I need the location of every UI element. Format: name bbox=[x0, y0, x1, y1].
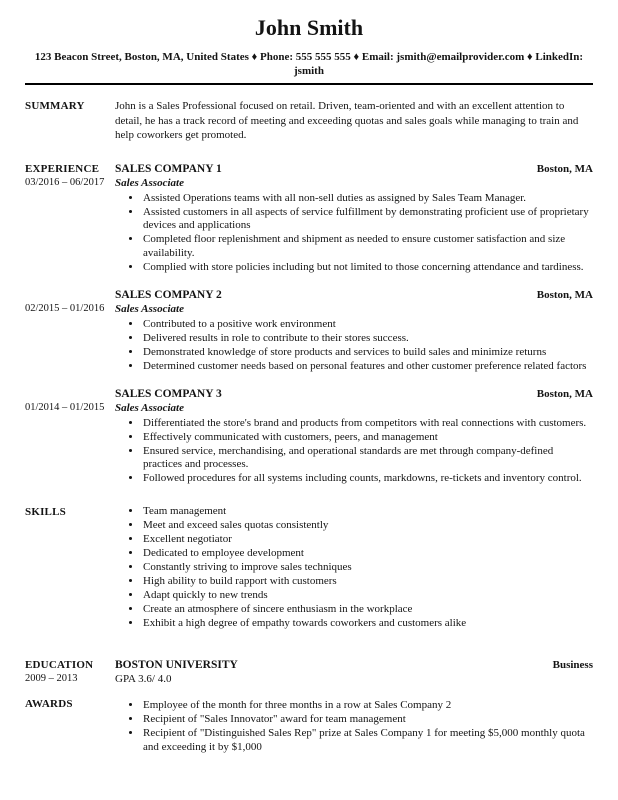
job-title: Sales Associate bbox=[115, 401, 184, 414]
summary-body bbox=[115, 99, 593, 143]
experience-entry-body bbox=[115, 387, 593, 487]
experience-entry-left bbox=[25, 387, 115, 415]
award-item: • Recipient of "Distinguished Sales Rep" prize at Sales Company 1 for meeting $5,000 monthly quota and exceeding it by $1,000 bbox=[142, 727, 593, 754]
experience-bullet: • Effectively communicated with customers, peers, and management bbox=[142, 431, 593, 445]
experience-dates: 03/2016 – 06/2017 bbox=[25, 176, 105, 188]
skill-item: • Meet and exceed sales quotas consistently bbox=[142, 519, 593, 533]
experience-entry-body bbox=[115, 288, 593, 374]
company-name: SALES COMPANY 3 bbox=[115, 387, 222, 400]
awards-body bbox=[115, 697, 593, 755]
person-name: John Smith bbox=[254, 15, 364, 40]
summary-left-column bbox=[25, 99, 115, 113]
left-column-spacer bbox=[25, 387, 111, 401]
summary-label: SUMMARY bbox=[25, 100, 85, 112]
summary-section bbox=[25, 99, 593, 143]
experience-bullet: • Completed floor replenishment and shipment as needed to ensure customer satisfaction and size availability. bbox=[142, 233, 593, 260]
school-name: BOSTON UNIVERSITY bbox=[115, 659, 238, 671]
award-item: • Recipient of "Sales Innovator" award for team management bbox=[142, 713, 593, 727]
awards-label: AWARDS bbox=[25, 698, 73, 710]
study-field: Business bbox=[552, 659, 593, 671]
experience-bullet: • Complied with store policies including but not limited to those concerning attendance and tardiness. bbox=[142, 261, 593, 275]
education-section bbox=[25, 658, 593, 686]
experience-dates: 01/2014 – 01/2015 bbox=[25, 401, 105, 413]
education-header bbox=[115, 658, 593, 672]
company-location: Boston, MA bbox=[536, 387, 593, 400]
education-label: EDUCATION bbox=[25, 659, 94, 671]
job-title: Sales Associate bbox=[115, 176, 184, 189]
experience-entry bbox=[25, 162, 593, 275]
experience-bullet: • Delivered results in role to contribute to their stores success. bbox=[142, 332, 593, 346]
job-title: Sales Associate bbox=[115, 302, 184, 315]
awards-bullet-list bbox=[115, 699, 593, 754]
contact-info bbox=[25, 50, 593, 78]
skills-left-column bbox=[25, 505, 115, 519]
contact-line-2: jsmith bbox=[294, 65, 324, 77]
experience-bullet: • Assisted customers in all aspects of service fulfillment by demonstrating proficient use of proprietary devices and applications bbox=[142, 206, 593, 233]
experience-bullet: • Determined customer needs based on personal features and other customer preference related factors bbox=[142, 360, 593, 374]
skills-bullet-list bbox=[115, 505, 593, 631]
award-item: • Employee of the month for three months in a row at Sales Company 2 bbox=[142, 699, 593, 713]
skill-item: • Team management bbox=[142, 505, 593, 519]
education-left-column bbox=[25, 658, 115, 686]
skill-item: • Exhibit a high degree of empathy towards coworkers and customers alike bbox=[142, 617, 593, 631]
skill-item: • Excellent negotiator bbox=[142, 533, 593, 547]
experience-entry-header bbox=[115, 288, 593, 302]
skills-label: SKILLS bbox=[25, 506, 66, 518]
contact-line-1: 123 Beacon Street, Boston, MA, United States ♦ Phone: 555 555 555 ♦ Email: jsmith@emailprovider.com ♦ LinkedIn: bbox=[34, 51, 584, 63]
header-divider bbox=[25, 83, 593, 85]
experience-bullet: • Ensured service, merchandising, and operational standards are met through company-defined practices and processes. bbox=[142, 445, 593, 472]
skill-item: • Constantly striving to improve sales techniques bbox=[142, 561, 593, 575]
company-name: SALES COMPANY 1 bbox=[115, 162, 222, 175]
skills-body bbox=[115, 505, 593, 631]
experience-dates: 02/2015 – 01/2016 bbox=[25, 302, 105, 314]
experience-entry bbox=[25, 288, 593, 374]
company-location: Boston, MA bbox=[536, 162, 593, 175]
company-name: SALES COMPANY 2 bbox=[115, 288, 222, 301]
education-body bbox=[115, 658, 593, 686]
experience-bullet: • Assisted Operations teams with all non-sell duties as assigned by Sales Team Manager. bbox=[142, 192, 593, 206]
experience-bullet-list bbox=[115, 417, 593, 486]
awards-left-column bbox=[25, 697, 115, 711]
gpa-text: GPA 3.6/ 4.0 bbox=[115, 673, 172, 685]
experience-bullet: • Demonstrated knowledge of store products and services to build sales and minimize returns bbox=[142, 346, 593, 360]
experience-entry-left bbox=[25, 162, 115, 190]
experience-bullet: • Followed procedures for all systems including counts, markdowns, re-tickets and inventory control. bbox=[142, 472, 593, 486]
skill-item: • High ability to build rapport with customers bbox=[142, 575, 593, 589]
summary-text: John is a Sales Professional focused on retail. Driven, team-oriented and with an excellent attention to detail, he has a track record of meeting and exceeding quotas and sales goals while managing to train and help coworkers get promoted. bbox=[115, 100, 579, 141]
experience-entry-header bbox=[115, 162, 593, 176]
left-column-spacer bbox=[25, 288, 111, 302]
experience-entry-body bbox=[115, 162, 593, 275]
skill-item: • Create an atmosphere of sincere enthusiasm in the workplace bbox=[142, 603, 593, 617]
experience-entry bbox=[25, 387, 593, 487]
experience-section bbox=[25, 162, 593, 487]
awards-section bbox=[25, 697, 593, 755]
resume-header bbox=[25, 15, 593, 85]
experience-label: EXPERIENCE bbox=[25, 162, 100, 175]
experience-bullet: • Differentiated the store's brand and products from competitors with real connections with customers. bbox=[142, 417, 593, 431]
experience-bullet-list bbox=[115, 192, 593, 275]
experience-bullet: • Contributed to a positive work environment bbox=[142, 318, 593, 332]
skill-item: • Dedicated to employee development bbox=[142, 547, 593, 561]
education-dates: 2009 – 2013 bbox=[25, 673, 78, 684]
skill-item: • Adapt quickly to new trends bbox=[142, 589, 593, 603]
skills-section bbox=[25, 505, 593, 631]
company-location: Boston, MA bbox=[536, 288, 593, 301]
experience-bullet-list bbox=[115, 318, 593, 374]
experience-entry-header bbox=[115, 387, 593, 401]
experience-entry-left bbox=[25, 288, 115, 316]
